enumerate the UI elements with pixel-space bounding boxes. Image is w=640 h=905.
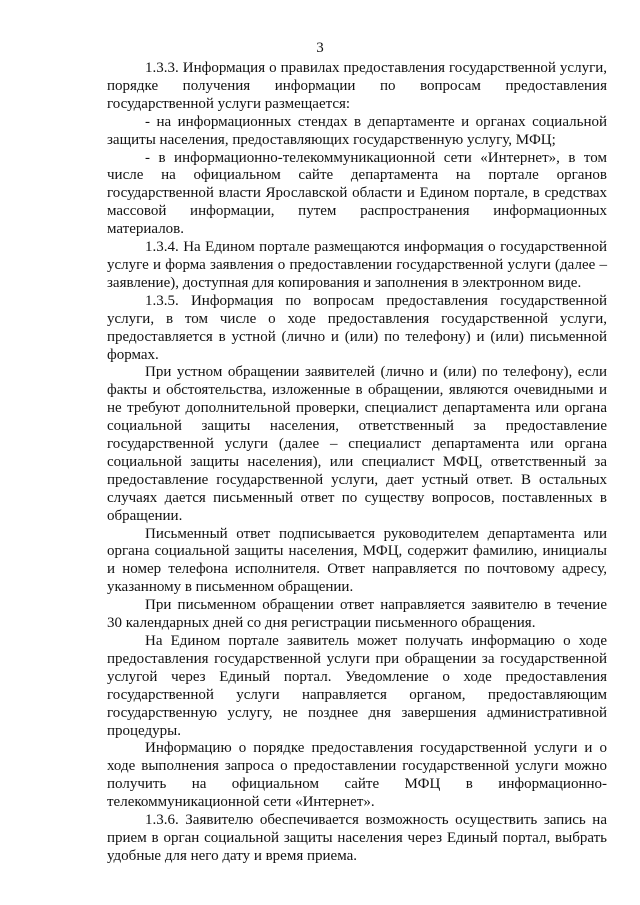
paragraph-1-3-6: 1.3.6. Заявителю обеспечивается возможность осуществить запись на прием в орган социальной защиты населения через Единый портал, выбрать удобные для него дату и время приема. [107,812,607,864]
list-item-stands: - на информационных стендах в департаменте и органах социальной защиты населения, предоставляющих государственную услугу, МФЦ; [107,113,607,148]
paragraph-written-request-deadline: При письменном обращении ответ направляется заявителю в течение 30 календарных дней со дня регистрации письменного обращения. [107,597,607,632]
paragraph-portal-status: На Едином портале заявитель может получать информацию о ходе предоставления государственной услуги при обращении за государственной услугой через Единый портал. Уведомление о ходе предоставления государственной услуги направляется органом, предоставляющим государственную услугу, не позднее дня завершения административной процедуры. [107,633,607,739]
paragraph-1-3-3: 1.3.3. Информация о правилах предоставления государственной услуги, порядке получения информации по вопросам предоставления государственной услуги размещается: [107,60,607,112]
paragraph-oral-request: При устном обращении заявителей (лично и (или) по телефону), если факты и обстоятельства, изложенные в обращении, являются очевидными и не требуют дополнительной проверки, специалист департамента или органа социальной защиты населения, ответственный за предоставление государственной услуги (далее – специалист департамента или органа социальной защиты населения), или специалист МФЦ, ответственный за предоставление государственной услуги, дает устный ответ. В остальных случаях дается письменный ответ по существу вопросов, поставленных в обращении. [107,364,607,524]
paragraph-1-3-4: 1.3.4. На Едином портале размещаются информация о государственной услуге и форма заявления о предоставлении государственной услуги (далее – заявление), доступная для копирования и заполнения в электронном виде. [107,239,607,291]
list-item-internet: - в информационно-телекоммуникационной сети «Интернет», в том числе на официальном сайте департамента на портале органов государственной власти Ярославской области и Едином портале, в средствах массовой информации, путем распространения информационных материалов. [107,149,607,238]
document-body [107,60,607,866]
paragraph-1-3-5: 1.3.5. Информация по вопросам предоставления государственной услуги, в том числе о ходе предоставления государственной услуги, предоставляется в устной (лично и (или) по телефону) и (или) письменной формах. [107,292,607,363]
page-number: 3 [316,40,324,56]
paragraph-written-answer: Письменный ответ подписывается руководителем департамента или органа социальной защиты населения, МФЦ, содержит фамилию, инициалы и номер телефона исполнителя. Ответ направляется по почтовому адресу, указанному в письменном обращении. [107,525,607,596]
paragraph-mfc-info: Информацию о порядке предоставления государственной услуги и о ходе выполнения запроса о предоставлении государственной услуги можно получить на официальном сайте МФЦ в информационно-телекоммуникационной сети «Интернет». [107,740,607,811]
